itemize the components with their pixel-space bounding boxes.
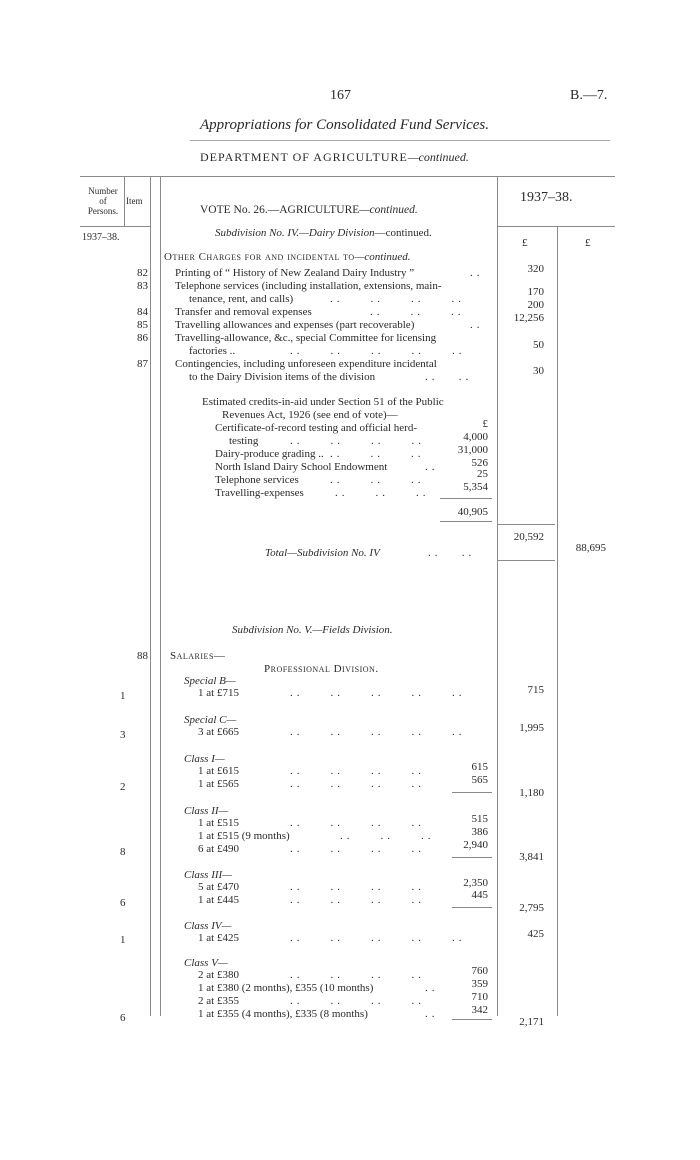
salary-class-total: 3,841	[519, 851, 544, 863]
column-year-header: 1937–38.	[520, 190, 573, 205]
leader-dots: ..	[470, 319, 484, 331]
persons-count: 2	[120, 781, 126, 793]
subtotal-col1: 20,592	[513, 531, 544, 543]
salaries-heading: Salaries—	[170, 650, 226, 662]
item-number: 88	[137, 650, 148, 662]
salary-line-amount: 342	[471, 1004, 488, 1016]
leader-dots: .. .. .. ..	[290, 843, 425, 855]
salary-class-name: Class I—	[184, 753, 225, 765]
header-rule-left	[80, 226, 150, 227]
salary-line-amount: 359	[471, 978, 488, 990]
salary-line-amount: 615	[471, 761, 488, 773]
salary-line-amount: 445	[471, 889, 488, 901]
leader-dots: .. ..	[428, 547, 476, 559]
page-title: Appropriations for Consolidated Fund Services.	[200, 117, 490, 133]
salary-line-amount: 2,350	[463, 877, 488, 889]
column-header-persons	[82, 186, 124, 216]
leader-dots: .. .. .. ..	[290, 969, 425, 981]
charge-description-cont: to the Dairy Division items of the division	[189, 371, 376, 383]
credits-sum-rule	[440, 498, 492, 499]
credit-amount: £	[482, 418, 488, 430]
persons-count: 8	[120, 846, 126, 858]
credits-total-rule	[440, 521, 492, 522]
leader-dots: .. .. ..	[330, 448, 425, 460]
leader-dots: .. .. .. ..	[290, 995, 425, 1007]
credits-total: 40,905	[457, 506, 488, 518]
item-number: 87	[137, 358, 148, 370]
salary-line: 1 at £715	[198, 687, 239, 699]
leader-dots: .. .. .. ..	[330, 293, 465, 305]
item-number: 83	[137, 280, 148, 292]
salary-line-amount: 2,940	[463, 839, 488, 851]
credit-label: North Island Dairy School Endowment	[215, 461, 388, 473]
credit-amount: 31,000	[457, 444, 488, 456]
salary-class-total: 1,180	[519, 787, 544, 799]
salary-line: 1 at £515 (9 months)	[198, 830, 290, 842]
subtotal-bottom-rule	[497, 560, 555, 561]
salary-line-amount: 515	[471, 813, 488, 825]
charge-description: Travelling allowances and expenses (part recoverable)	[175, 319, 415, 331]
leader-dots: .. .. ..	[330, 474, 425, 486]
salary-class-name: Special B—	[184, 675, 236, 687]
salary-line: 2 at £380	[198, 969, 239, 981]
salary-line: 1 at £380 (2 months), £355 (10 months)	[198, 982, 374, 994]
salary-class-name: Special C—	[184, 714, 237, 726]
leader-dots: .. .. .. ..	[290, 894, 425, 906]
leader-dots: ..	[425, 461, 439, 473]
col-divider-persons	[124, 176, 125, 226]
subdivision-v-heading: Subdivision No. V.—Fields Division.	[232, 624, 393, 636]
department-heading	[200, 150, 469, 165]
vote-title-continued: —continued.	[359, 204, 418, 216]
salary-class-name: Class V—	[184, 957, 228, 969]
other-charges-heading	[164, 252, 411, 263]
col-persons-label: Persons.	[87, 206, 119, 216]
item-number: 82	[137, 267, 148, 279]
leader-dots: .. .. .. ..	[290, 817, 425, 829]
salary-line: 1 at £355 (4 months), £335 (8 months)	[198, 1008, 368, 1020]
salary-class-total: 715	[527, 684, 544, 696]
credits-heading-cont: Revenues Act, 1926 (see end of vote)—	[222, 409, 398, 421]
salary-line: 2 at £355	[198, 995, 239, 1007]
leader-dots: .. .. .. ..	[290, 435, 425, 447]
salary-line: 1 at £615	[198, 765, 239, 777]
col-number-label: Number	[88, 186, 118, 196]
col-divider-item-2	[160, 176, 161, 1016]
persons-count: 6	[120, 1012, 126, 1024]
credit-label: Certificate-of-record testing and official herd-	[215, 422, 417, 434]
pound-sign-col2: £	[585, 237, 591, 249]
department-name: DEPARTMENT OF AGRICULTURE	[200, 150, 408, 164]
charge-amount: 170	[527, 286, 544, 298]
persons-count: 1	[120, 934, 126, 946]
column-header-item: Item	[126, 196, 143, 206]
credits-heading: Estimated credits-in-aid under Section 51 of the Public	[202, 396, 444, 408]
leader-dots: .. ..	[425, 371, 473, 383]
charge-amount: 12,256	[513, 312, 544, 324]
header-rule-right	[497, 226, 615, 227]
credit-label: Travelling-expenses	[215, 487, 304, 499]
col-of-label: of	[99, 196, 107, 206]
salary-class-total: 425	[527, 928, 544, 940]
class-sum-rule	[452, 792, 492, 793]
charge-description: Contingencies, including unforeseen expenditure incidental	[175, 358, 437, 370]
salary-class-total: 2,795	[519, 902, 544, 914]
charge-description-cont: factories ..	[189, 345, 236, 357]
leader-dots: ..	[470, 267, 484, 279]
charge-amount: 50	[533, 339, 544, 351]
class-sum-rule	[452, 907, 492, 908]
leader-dots: .. .. ..	[340, 830, 435, 842]
charge-amount: 200	[527, 299, 544, 311]
charge-description: Travelling-allowance, &c., special Committee for licensing	[175, 332, 437, 344]
col-divider-amount2	[557, 226, 558, 1016]
pound-sign-col1: £	[522, 237, 528, 249]
salary-line: 1 at £515	[198, 817, 239, 829]
salary-line: 1 at £425	[198, 932, 239, 944]
salary-class-total: 2,171	[519, 1016, 544, 1028]
leader-dots: .. .. .. .. ..	[290, 345, 466, 357]
charge-amount: 30	[533, 365, 544, 377]
credit-label: testing	[229, 435, 259, 447]
subdivision-iv-continued: —continued.	[374, 227, 432, 239]
salary-line-amount: 386	[471, 826, 488, 838]
leader-dots: .. .. ..	[370, 306, 465, 318]
subdivision-iv-text: Subdivision No. IV.—Dairy Division	[215, 227, 375, 239]
credit-amount: 5,354	[463, 481, 488, 493]
charge-description: Transfer and removal expenses	[175, 306, 312, 318]
leader-dots: .. .. .. ..	[290, 881, 425, 893]
leader-dots: ..	[425, 982, 439, 994]
salary-line-amount: 565	[471, 774, 488, 786]
salary-line: 5 at £470	[198, 881, 239, 893]
column-year-left: 1937–38.	[82, 232, 120, 243]
class-sum-rule	[452, 857, 492, 858]
other-charges-label: Other Charges for and incidental to	[164, 251, 355, 263]
leader-dots: .. .. .. .. ..	[290, 932, 466, 944]
leader-dots: .. .. .. .. ..	[290, 726, 466, 738]
subtotal-label: Total—Subdivision No. IV	[265, 547, 380, 559]
leader-dots: .. .. .. ..	[290, 765, 425, 777]
salary-line: 1 at £445	[198, 894, 239, 906]
credit-amount: 4,000	[463, 431, 488, 443]
credit-amount: 25	[477, 468, 488, 480]
salary-class-name: Class III—	[184, 869, 232, 881]
col-divider-item	[150, 176, 151, 1016]
title-rule	[190, 140, 610, 141]
item-number: 85	[137, 319, 148, 331]
salary-line-amount: 760	[471, 965, 488, 977]
credit-label: Dairy-produce grading ..	[215, 448, 324, 460]
charge-description: Telephone services (including installation, extensions, main-	[175, 280, 442, 292]
salary-line: 6 at £490	[198, 843, 239, 855]
leader-dots: ..	[425, 1008, 439, 1020]
item-number: 86	[137, 332, 148, 344]
salary-line: 3 at £665	[198, 726, 239, 738]
other-charges-continued: —continued.	[354, 251, 411, 263]
charge-description: Printing of “ History of New Zealand Dairy Industry ”	[175, 267, 415, 279]
page-number: 167	[330, 88, 351, 103]
leader-dots: .. .. .. ..	[290, 778, 425, 790]
persons-count: 6	[120, 897, 126, 909]
charge-amount: 320	[527, 263, 544, 275]
subdivision-iv-heading	[215, 227, 432, 239]
subtotal-rule	[497, 524, 555, 525]
credit-amount: 526	[471, 457, 488, 469]
salary-line-amount: 710	[471, 991, 488, 1003]
salary-class-total: 1,995	[519, 722, 544, 734]
persons-count: 1	[120, 690, 126, 702]
leader-dots: .. .. ..	[335, 487, 430, 499]
col-divider-amount1	[497, 176, 498, 1016]
charge-description-cont: tenance, rent, and calls)	[189, 293, 294, 305]
document-code: B.—7.	[570, 88, 608, 103]
vote-title	[200, 204, 418, 216]
leader-dots: .. .. .. .. ..	[290, 687, 466, 699]
persons-count: 3	[120, 729, 126, 741]
credit-label: Telephone services	[215, 474, 299, 486]
subtotal-col2: 88,695	[575, 542, 606, 554]
department-continued: —continued.	[407, 150, 469, 164]
item-number: 84	[137, 306, 148, 318]
salary-line: 1 at £565	[198, 778, 239, 790]
vote-title-text: VOTE No. 26.—AGRICULTURE	[200, 204, 360, 216]
professional-division-heading: Professional Division.	[264, 663, 379, 675]
class-sum-rule	[452, 1019, 492, 1020]
salary-class-name: Class IV—	[184, 920, 232, 932]
salary-class-name: Class II—	[184, 805, 229, 817]
